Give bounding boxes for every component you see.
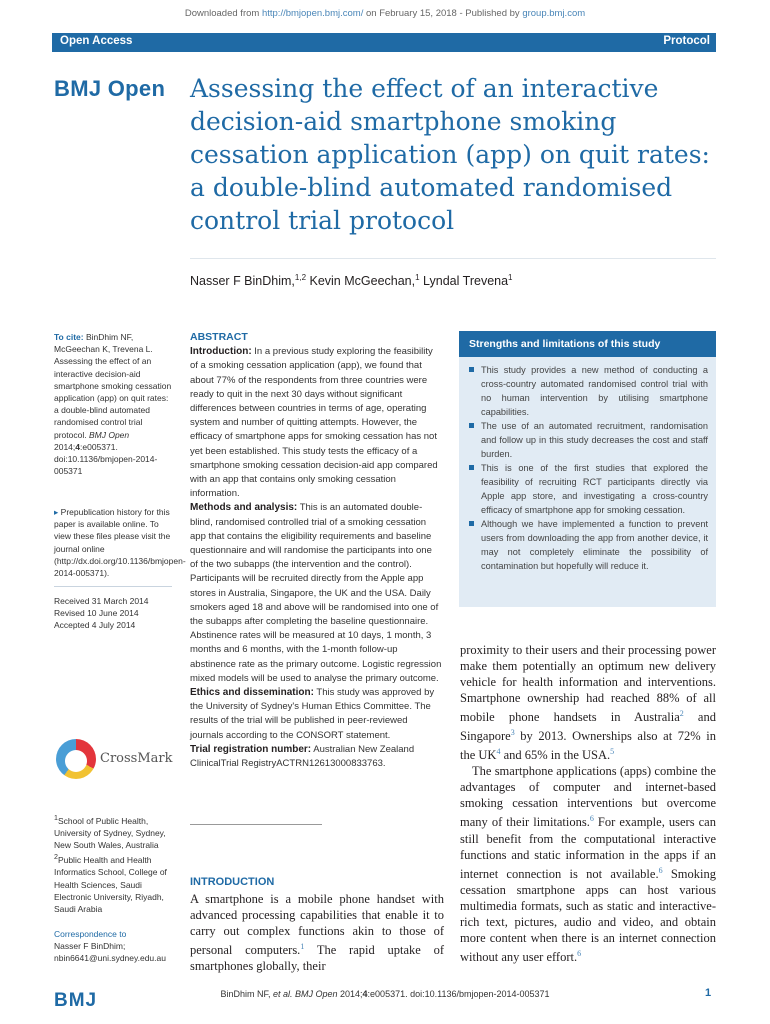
author-name: Lyndal Trevena (419, 274, 509, 289)
reference-link[interactable]: 6 (577, 948, 582, 958)
crossmark-badge[interactable] (56, 737, 176, 785)
date-revised: Revised 10 June 2014 (54, 608, 139, 619)
list-item-text: Although we have implemented a function to prevent users from downloading the app from another device, it may not completely eliminate the possibility of contamination but hopefully will reduce it. (481, 519, 708, 571)
footer-author: BinDhim NF, (220, 989, 273, 999)
citation-volume: 4 (75, 441, 81, 452)
correspondence-name: Nasser F BinDhim; (54, 941, 126, 952)
crossmark-label: CrossMark (100, 751, 173, 766)
list-item (469, 517, 708, 573)
reference-link[interactable]: 5 (610, 747, 615, 757)
correspondence (54, 928, 174, 965)
citation-doi: :e005371. doi:10.1136/bmjopen-2014-005371 (54, 441, 158, 477)
reference-link[interactable]: 6 (589, 814, 594, 824)
author-affiliation: 1 (508, 273, 513, 282)
abstract-ethics-text: This study was approved by the University of Sydney's Human Ethics Committee. The results of the trial will be published in peer-reviewed journals according to the CONSORT statement. (190, 687, 435, 741)
footer-volume: 4 (362, 989, 368, 999)
abstract-methods-text: This is an automated double-blind, randomised controlled trial of a smoking cessation app that contains the eligibility requirements and baseline questionnaire and will randomise the participants into one of the two subapps (the intervention and the control). Participants will be recruited directly from the Apple app stores in Australia, Singapore, the UK and the USA. Daily smokers aged 18 and above will be randomised into one of the subapps after completing the baseline questionnaire. Abstinence rates will be measured at 10 days, 1 month, 3 months and 6 months, with the 1-month follow-up abstinence rate as the primary outcome. Logistic regression mixed models will be used to analyse the primary outcome. (190, 502, 442, 684)
affiliation-2: Public Health and Health Informatics School, College of Health Sciences, Saudi Electronic University, Riyadh, Saudi Arabia (54, 855, 167, 915)
journal-logo: BMJ Open (54, 76, 166, 101)
article-type-label: Protocol (663, 35, 710, 47)
text-part: For example, users can still benefit from the computational interactive functions and static information in the apps if an internet connection is not available. (460, 815, 716, 881)
author-list (190, 273, 513, 288)
reference-link[interactable]: 4 (496, 747, 501, 757)
text-part: Smoking cessation smartphone apps can host various multimedia formats, such as static and interactive-rich text, pictures, audio and video, and obtain more content when there is an internet connection without any user effort. (460, 866, 716, 964)
abstract-methods (190, 501, 442, 686)
abstract-intro-text: In a previous study exploring the feasibility of a smoking cessation application (app), we found that about 77% of the respondents from three countries were ready to quit in the next 30 days without significant differences between countries in terms of age, operating system and number of quitting attempts. However, the efficacy of smartphone apps for smoking cessation has not yet been established. This study tests the efficacy of a smartphone smoking cessation decision-aid app compared with an app that contains only smoking cessation information. (190, 346, 438, 500)
text-part: and Singapore (460, 710, 716, 744)
group-bmj-link[interactable]: group.bmj.com (522, 8, 586, 19)
list-item-text: This study provides a new method of conducting a cross-country automated randomised control trial with no human intervention by utilising smartphone capabilities. (481, 365, 708, 417)
intro-text-part: The rapid uptake of smartphones globally, their (190, 943, 444, 974)
introduction-heading: INTRODUCTION (190, 876, 275, 888)
list-item (469, 363, 708, 419)
citation-label: To cite: (54, 332, 84, 342)
footer-doi: :e005371. doi:10.1136/bmjopen-2014-005371 (367, 989, 550, 999)
prepublication-text[interactable]: Prepublication history for this paper is available online. To view these files please visit the journal online (http://dx.doi.org/10.1136/bmjopen-2014-005371). (54, 507, 186, 579)
notice-middle: on February 15, 2018 - Published by (363, 8, 523, 19)
abstract-divider (190, 824, 322, 825)
author-name: Kevin McGeechan, (306, 274, 416, 289)
affiliation-1: School of Public Health, University of Sydney, Sydney, New South Wales, Australia (54, 815, 166, 851)
citation-year: 2014; (54, 441, 76, 452)
square-bullet-icon (469, 465, 474, 470)
introduction-text (190, 891, 444, 974)
text-part: and 65% in the USA. (500, 748, 611, 763)
text-part: The smartphone applications (apps) combine the advantages of computer and internet-based smoking cessation interventions but overcome many of their limitations. (460, 764, 716, 830)
body-text-right (460, 642, 716, 965)
square-bullet-icon (469, 367, 474, 372)
bmjopen-link[interactable]: http://bmjopen.bmj.com/ (261, 8, 364, 19)
author-name: Nasser F BinDhim, (190, 274, 295, 289)
footer-year: 2014; (337, 989, 363, 999)
footer-citation (0, 989, 770, 999)
open-access-label: Open Access (60, 35, 133, 47)
affiliation-number: 2 (54, 853, 58, 862)
citation-block (54, 331, 174, 477)
bmj-footer-logo: BMJ (54, 990, 98, 1011)
article-dates (54, 595, 174, 632)
affiliations (54, 812, 174, 915)
reference-link[interactable]: 6 (658, 865, 663, 875)
strengths-heading: Strengths and limitations of this study (459, 331, 716, 357)
notice-prefix: Downloaded from (184, 8, 262, 19)
author-affiliation: 1 (415, 273, 420, 282)
correspondence-email[interactable]: nbin6641@uni.sydney.edu.au (54, 953, 166, 964)
abstract-ethics (190, 686, 442, 743)
square-bullet-icon (469, 521, 474, 526)
abstract-trial (190, 743, 442, 771)
abstract-ethics-label: Ethics and dissemination: (190, 687, 314, 699)
strengths-limitations-box (459, 331, 716, 607)
footer-journal: et al. BMJ Open (272, 989, 338, 999)
reference-link[interactable]: 1 (300, 942, 305, 951)
date-received: Received 31 March 2014 (54, 596, 149, 606)
correspondence-label: Correspondence to (54, 929, 127, 939)
paragraph (460, 642, 716, 763)
download-notice (0, 8, 770, 19)
page-number: 1 (705, 987, 712, 999)
affiliation-number: 1 (54, 814, 58, 822)
abstract-methods-label: Methods and analysis: (190, 502, 298, 514)
triangle-bullet-icon: ▸ (54, 507, 59, 517)
list-item-text: This is one of the first studies that explored the feasibility of recruiting RCT participants directly via Apple app store, and investigating a cross-country efficacy of smartphone app for smoking cessation. (481, 463, 708, 515)
abstract-trial-label: Trial registration number: (190, 743, 312, 755)
abstract (190, 330, 442, 771)
text-part: by 2013. Ownerships also at 72% in the UK (460, 729, 716, 763)
abstract-trial-text: Australian New Zealand ClinicalTrial RegistryACTRN12613000833763. (190, 743, 415, 770)
abstract-intro-label: Introduction: (190, 346, 252, 358)
list-item (469, 461, 708, 517)
reference-link[interactable]: 2 (679, 709, 684, 718)
intro-text-part: A smartphone is a mobile phone handset with advanced processing capabilities that enable it to carry out complex functions akin to those of personal computers. (190, 892, 444, 958)
title-divider (190, 258, 716, 259)
paragraph (460, 763, 716, 964)
sidebar-divider (54, 586, 172, 587)
square-bullet-icon (469, 423, 474, 428)
citation-journal: BMJ Open (88, 429, 130, 440)
abstract-introduction (190, 345, 442, 501)
citation-text: BinDhim NF, McGeechan K, Trevena L. Assessing the effect of an interactive decision-aid smartphone smoking cessation application (app) on quit rates: a double-blind automated randomised control trial protocol. (54, 332, 172, 440)
author-affiliation: 1,2 (294, 273, 307, 282)
abstract-heading: ABSTRACT (190, 331, 248, 343)
article-title: Assessing the effect of an interactive decision-aid smartphone smoking cessation application (app) on quit rates: a double-blind automated randomised control trial protocol (190, 74, 710, 235)
list-item-text: The use of an automated recruitment, randomisation and follow up in this study decreases the cost and staff burden. (481, 421, 708, 459)
text-part: proximity to their users and their processing power make them potentially an optimum new delivery vehicle for health information and interventions. Smartphone ownership had reached 88% of all mobile phone handsets in Australia (460, 643, 716, 725)
reference-link[interactable]: 3 (510, 728, 515, 738)
list-item (469, 419, 708, 461)
strengths-list (459, 363, 716, 573)
prepublication-note (54, 506, 186, 579)
date-accepted: Accepted 4 July 2014 (54, 620, 136, 631)
section-bar (52, 33, 716, 52)
crossmark-icon (56, 739, 96, 779)
